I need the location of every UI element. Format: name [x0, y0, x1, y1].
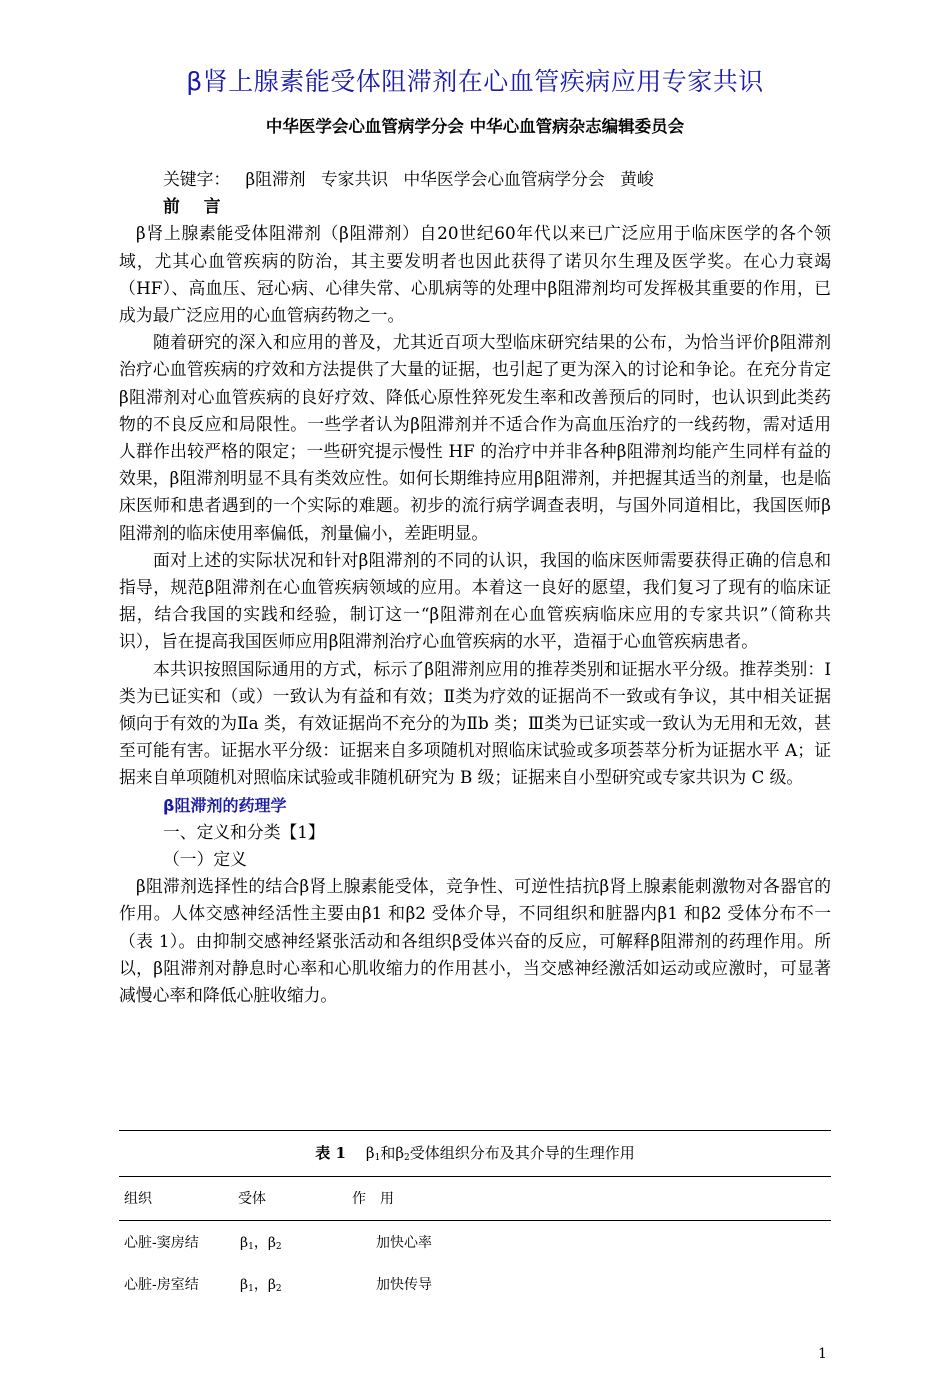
table-cell-effect: 加快心率: [376, 1235, 432, 1251]
table-caption: 表 1 $\beta_1$和$\beta_2$受体组织分布及其介导的生理作用: [315, 1144, 635, 1163]
keywords-label: 关键字：: [163, 169, 231, 189]
page-number: 1: [818, 1346, 827, 1362]
keyword-item: 中华医学会心血管病学分会: [403, 169, 605, 189]
paragraph: β肾上腺素能受体阻滞剂（β阻滞剂）自20世纪60年代以来已广泛应用于临床医学的各个领域，尤其心血管疾病的防治，其主要发明者也因此获得了诺贝尔生理及医学奖。在心力衰竭（HF）、高血压、冠心病、心律失常、心肌病等的处理中β阻滞剂均可发挥极其重要的作用，已成为最广泛应用的心血管病药物之一。: [119, 223, 831, 326]
table-cell-receptor: $\beta_1$，$\beta_2$: [240, 1235, 282, 1252]
subsection-heading: 一、定义和分类【1】: [163, 821, 325, 842]
document-body: [119, 166, 831, 1009]
table-header-top-rule: [119, 1176, 831, 1177]
keywords-line: [119, 166, 831, 193]
keyword-item: 黄峻: [620, 169, 654, 189]
keyword-item: 专家共识: [320, 169, 389, 189]
table-cell-effect: 加快传导: [376, 1277, 432, 1293]
paragraph: 本共识按照国际通用的方式，标示了β阻滞剂应用的推荐类别和证据水平分级。推荐类别：Ⅰ类为已证实和（或）一致认为有益和有效；Ⅱ类为疗效的证据尚不一致或有争议，其中相关证据倾向于有效的为Ⅱa 类，有效证据尚不充分的为Ⅱb 类；Ⅲ类为已证实或一致认为无用和无效，甚至可能有害。证据水平分级：证据来自多项随机对照临床试验或多项荟萃分析为证据水平 A；证据来自单项随机对照临床试验或非随机研究为 B 级；证据来自小型研究或专家共识为 C 级。: [119, 658, 831, 788]
table-header-cell: 组织: [124, 1191, 152, 1207]
table-cell-receptor: $\beta_1$，$\beta_2$: [240, 1277, 282, 1294]
paragraph: 随着研究的深入和应用的普及，尤其近百项大型临床研究结果的公布，为恰当评价β阻滞剂治疗心血管疾病的疗效和方法提供了大量的证据，也引起了更为深入的讨论和争论。在充分肯定β阻滞剂对心血管疾病的良好疗效、降低心原性猝死发生率和改善预后的同时，也认识到此类药物的不良反应和局限性。一些学者认为β阻滞剂并不适合作为高血压治疗的一线药物，需对适用人群作出较严格的限定；一些研究提示慢性 HF 的治疗中并非各种β阻滞剂均能产生同样有益的效果，β阻滞剂明显不具有类效应性。如何长期维持应用β阻滞剂，并把握其适当的剂量，也是临床医师和患者遇到的一个实际的难题。初步的流行病学调查表明，与国外同道相比，我国医师β阻滞剂的临床使用率偏低，剂量偏小，差距明显。: [119, 332, 831, 543]
table-cell-tissue: 心脏-窦房结: [124, 1235, 199, 1251]
section-heading: β阻滞剂的药理学: [163, 795, 287, 815]
keyword-item: β阻滞剂: [245, 169, 306, 189]
table-header-bottom-rule: [119, 1220, 831, 1221]
preface-heading: 前 言: [163, 196, 223, 217]
definition-paragraph: β阻滞剂选择性的结合β肾上腺素能受体，竞争性、可逆性拮抗β肾上腺素能刺激物对各器官的作用。人体交感神经活性主要由β1 和β2 受体介导，不同组织和脏器内β1 和β2 受体分布不一（表 1）。由抑制交感神经紧张活动和各组织β受体兴奋的反应，可解释β阻滞剂的药理作用。所以，β阻滞剂对静息时心率和心肌收缩力的作用甚小，当交感神经激活如运动或应激时，可显著减慢心率和降低心脏收缩力。: [119, 876, 831, 1006]
sub-subsection-heading: （一）定义: [163, 849, 247, 870]
table-header-cell: 受体: [238, 1191, 266, 1207]
table-header-cell: 作 用: [352, 1191, 394, 1207]
table-label: 表 1: [315, 1144, 346, 1162]
table-cell-tissue: 心脏-房室结: [124, 1277, 199, 1293]
document-title: β肾上腺素能受体阻滞剂在心血管疾病应用专家共识: [186, 67, 764, 96]
table-top-rule: [119, 1130, 831, 1131]
paragraph: 面对上述的实际状况和针对β阻滞剂的不同的认识，我国的临床医师需要获得正确的信息和指导，规范β阻滞剂在心血管疾病领域的应用。本着这一良好的愿望，我们复习了现有的临床证据，结合我国的实践和经验，制订这一“β阻滞剂在心血管疾病临床应用的专家共识”（简称共识），旨在提高我国医师应用β阻滞剂治疗心血管疾病的水平，造福于心血管疾病患者。: [119, 549, 831, 652]
document-subtitle: 中华医学会心血管病学分会 中华心血管病杂志编辑委员会: [265, 117, 685, 136]
